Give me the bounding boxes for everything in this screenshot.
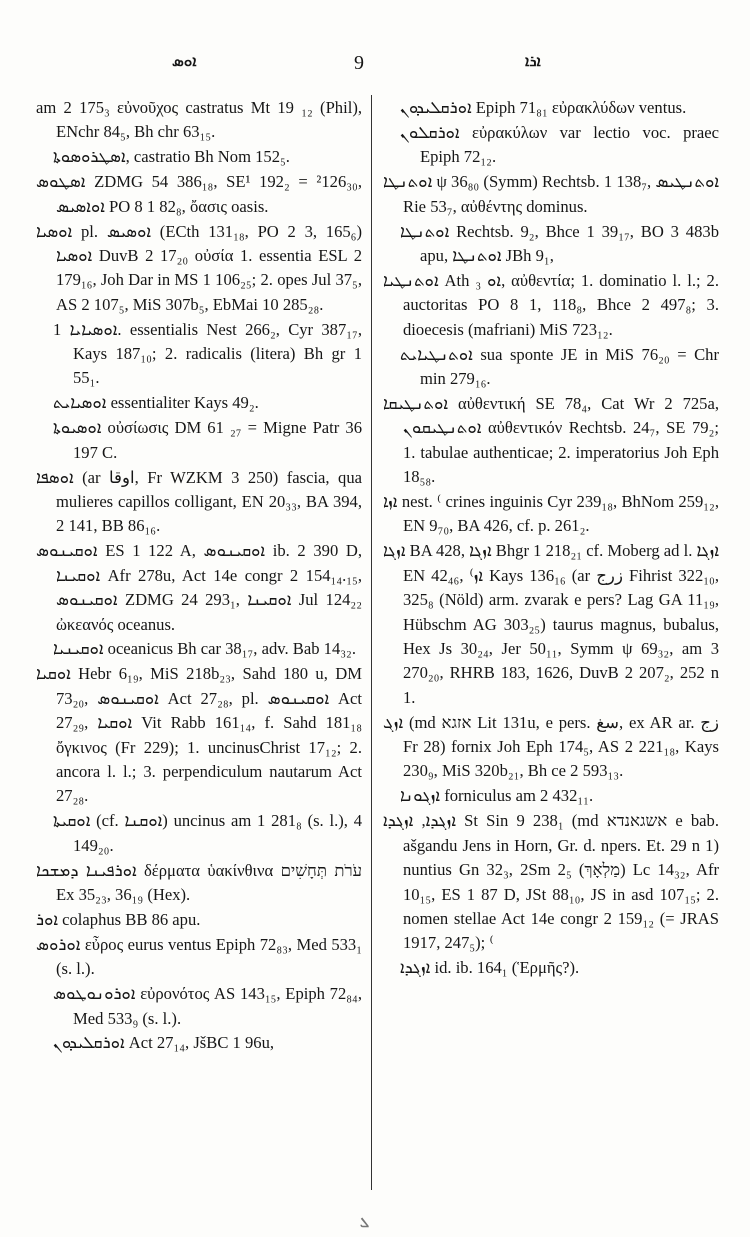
page-number: 9 bbox=[354, 52, 364, 74]
right-column bbox=[383, 96, 719, 981]
dictionary-entry: ܐܘܪܘܣ εὖρος eurus ventus Epiph 72₈₃, Med 533₁ (s. l.). bbox=[36, 934, 362, 979]
dictionary-entry: ܐܙܓܕܐ, ܐܙܓܕܐ St Sin 9 238₁ (md אשגאנדא e bab. ašgandu Jens in Horn, Gr. d. npers. Et. 29 n 1) nuntius Gn 32₃, 2Sm 2₅ (מַלְאָךְ) Lc 14₃₂, Afr 10₁₅, ES 1 87 D, JSt 88₁₀, JS in asd 107₁₅; 2. nomen stellae Act 14e congr 2 159₁₂ (= JRAS 1917, 247₅); ⁽ bbox=[383, 811, 719, 953]
dictionary-entry: ܐܘܩܝܢܘܣ ES 1 122 A, ܐܘܩܝܢܘܣ ib. 2 390 D, ܐܘܩܝܢܐ Afr 278u, Act 14e congr 2 154₁₄.₁₅, ܐܘܩܝܢܘܣ ZDMG 24 293₁, ܐܘܩܝܢܐ Jul 124₂₂ ὠκεανός oceanus. bbox=[36, 541, 362, 634]
dictionary-entry: ܐܘܪܩܠܝܕܘܢ Epiph 71₈₁ εὐρακλύδων ventus. bbox=[400, 98, 687, 117]
dictionary-entry: ܐܘܬܢܛܐ ψ 36₈₀ (Symm) Rechtsb. 1 138₇, ܐܘܬܢܛܝܣ Rie 53₇, αὐθέντης dominus. bbox=[383, 172, 719, 216]
dictionary-entry: ܐܘܩܝܬܐ (cf. ܐܘܩܢܐ) uncinus am 1 281₈ (s. l.), 4 149₂₀. bbox=[53, 811, 362, 855]
dictionary-entry: am 2 175₃ εὐνοῦχος castratus Mt 19 ₁₂ (Phil), ENchr 84₅, Bh chr 63₁₅. bbox=[36, 98, 362, 142]
dictionary-entry: ܐܘܬܢܛܝܩܐ αὐθεντική SE 78₄, Cat Wr 2 725a, ܐܘܬܢܛܝܩܘܢ αὐθεντικόν Rechtsb. 24₇, SE 79₂; 1. tabulae authenticae; 2. imperatorius Joh Eph 18₅₈. bbox=[383, 393, 719, 487]
dictionary-entry: ܐܘܪܦܝܢܐ ܕܡܫܟܐ δέρματα ὑακίνθινα עֹרֹת תְּחָשִׁים Ex 35₂₃, 36₁₉ (Hex). bbox=[36, 860, 362, 904]
dictionary-entry: ܐܙܓ (md אזגא Lit 131u, e pers. ﺳﻎ, ex AR ar. ﺯﺝ Fr 28) fornix Joh Eph 174₅, AS 2 221₁₈, Kays 230₉, MiS 320b₂₁, Bh ce 2 593₁₃. bbox=[383, 712, 719, 781]
dictionary-entry: ܐܘܪܘܢܘܛܘܣ εὐρονότος AS 143₁₅, Epiph 72₈₄, Med 533₉ (s. l.). bbox=[53, 984, 362, 1028]
column-divider bbox=[371, 95, 372, 1190]
dictionary-entry: ܐܙܓܕܐ id. ib. 164₁ (Ἑρμῆς?). bbox=[400, 958, 580, 978]
dictionary-entry: ܐܘܣܝܘܬܐ οὐσίωσις DM 61 ₂₇ = Migne Patr 36 197 C. bbox=[53, 418, 362, 462]
dictionary-entry: ܐܘܪܩܠܘܢ εὐρακύλων var lectio voc. praec Epiph 72₁₂. bbox=[400, 122, 719, 167]
dictionary-entry: ܐܘܬܢܛܝܐܝܬ sua sponte JE in MiS 76₂₀ = Chr min 279₁₆. bbox=[400, 344, 719, 388]
dictionary-entry: ܐܘܪܩܠܝܕܘܢ Act 27₁₄, JšBC 1 96u, bbox=[53, 1033, 275, 1053]
dictionary-entry: ܐܘܣܝܐܝܐ 1. essentialis Nest 266₂, Cyr 387₁₇, Kays 187₁₀; 2. radicalis (litera) Bh gr 1 55₁. bbox=[53, 319, 362, 388]
dictionary-entry: ܐܘܩܝܐ Hebr 6₁₉, MiS 218b₂₃, Sahd 180 u, DM 73₂₀, ܐܘܩܝܢܘܣ Act 27₂₈, pl. ܐܘܩܝܢܘܣ Act 27₂₉, ܐܘܩܝܐ Vit Rabb 161₁₄, f. Sahd 181₁₈ ὄγκινος (Fr 229); 1. uncinusChrist 17₁₂; 2. ancora l. l.; 3. perpendiculum nautarum Act 27₂₈. bbox=[36, 664, 363, 806]
dictionary-entry: ܐܙܓܘܢܐ forniculus am 2 432₁₁. bbox=[400, 786, 594, 806]
right-running-headword: ܐܪܐ bbox=[525, 52, 541, 70]
left-column bbox=[36, 96, 362, 1056]
dictionary-entry: ܐܘܪ colaphus BB 86 apu. bbox=[36, 909, 201, 929]
dictionary-entry: ܐܘܣܝܐ pl. ܐܘܣܝܣ (ECth 131₁₈, PO 2 3, 165₆) ܐܘܣܝܐ DuvB 2 17₂₀ οὐσία 1. essentia ESL 2 179₁₆, Joh Dar in MS 1 106₂₅; 2. opes Jul 37₅, AS 2 107₅, MiS 307b₅, EbMai 10 285₂₈. bbox=[36, 221, 362, 314]
dictionary-entry: ܐܘܩܝܢܝܐ oceanicus Bh car 38₁₇, adv. Bab 14₃₂. bbox=[53, 639, 356, 659]
dictionary-entry: ܐܣܛܪܘܣܘܬܐ, castratio Bh Nom 152₅. bbox=[53, 147, 290, 167]
footer-mark: ܠ bbox=[360, 1215, 370, 1231]
dictionary-entry: ܐܘܣܦܐ (ar ﺍﻭﻗﺎ, Fr WZKM 3 250) fascia, qua mulieres capillos colligant, EN 20₃₃, BA 394, 2 141, BB 86₁₆. bbox=[36, 467, 362, 536]
left-running-headword: ܐܘܣ bbox=[172, 52, 197, 70]
dictionary-entry: ܐܘܬܢܛܝܐ Ath ܐܘ ₃, αὐθεντία; 1. dominatio l. l.; 2. auctoritas PO 8 1, 118₈, Bhce 2 497₈; 3. dioecesis (mafriani) MiS 723₁₂. bbox=[383, 270, 719, 339]
dictionary-entry: ܐܘܣܝܐܝܬ essentialiter Kays 49₂. bbox=[53, 393, 259, 413]
dictionary-entry: ܐܙܓܐ BA 428, ܐܙܓܐ Bhgr 1 218₂₁ cf. Moberg ad l. ܐܙܓܐ EN 42₄₆, ⁽ܐܙ Kays 136₁₆ (ar ﺯﺭﺝ Fihrist 322₁₀, 325₈ (Nöld) arm. zvarak e pers? Lag GA 11₁₉, Hübschm AG 303₂₅) taurus magnus, bubalus, Hex Js 30₂₄, Jer 50₁₁, Symm ψ 69₃₂, am 3 270₂₀, RHRB 183, 1626, DuvB 2 207₂, 252 n 1. bbox=[383, 541, 719, 707]
dictionary-entry: ܐܘܬܢܛܐ Rechtsb. 9₂, Bhce 1 39₁₇, BO 3 483b apu, ܐܘܬܢܛܐ JBh 9₁, bbox=[400, 221, 719, 265]
dictionary-entry: ܐܙܐ nest. ⁽ crines inguinis Cyr 239₁₈, BhNom 259₁₂, EN 9₇₀, BA 426, cf. p. 261₂. bbox=[383, 492, 719, 536]
dictionary-entry: ܐܣܛܘܣ ZDMG 54 386₁₈, SE¹ 192₂ = ²126₃₀, ܐܘܐܣܝܣ PO 8 1 82₈, ὄασις oasis. bbox=[36, 172, 362, 216]
